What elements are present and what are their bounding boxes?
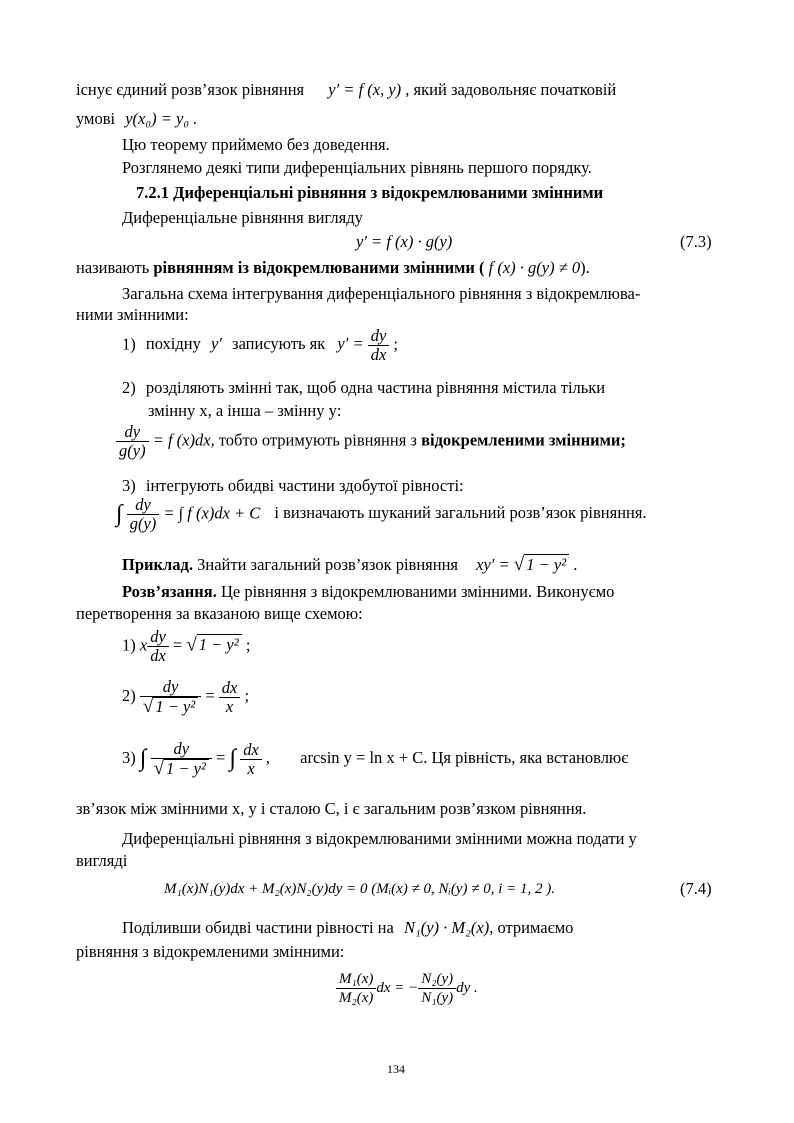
final-equation [336,970,478,1007]
paragraph-9-line-2: рівняння з відокремленими змінними: [76,942,345,961]
integral-sign: ∫ [229,745,237,772]
text: Це рівняння з відокремлюваними змінними. Виконуємо [220,582,615,601]
bold-term: рівнянням із відокремлюваними змінними ( [153,258,485,277]
text: , [265,747,271,767]
paragraph-5 [76,258,590,278]
list-number: 2) [122,685,136,705]
text: , тобто отримують рівняння з [210,430,417,450]
solution-step-1 [122,628,250,665]
radicand: 1 − y² [153,697,198,716]
text: називають [76,258,150,277]
text: похідну [145,334,201,354]
solution-step-2 [122,678,249,716]
formula: y′ = [337,334,364,354]
section-title: 7.2.1 Диференціальні рівняння з відокремлюваними змінними [136,183,604,202]
formula-initial-condition: y(x₀) = y₀ . [125,109,198,128]
denominator: dx [150,646,166,665]
paragraph-6-line-2: ними змінними: [76,305,189,324]
numerator: N₂(y) [418,970,456,989]
fraction-dy-gy [127,496,160,533]
solution-label: Розв’язання. [122,582,217,601]
text: ; [393,334,399,354]
fraction-m1-m2 [336,970,376,1007]
formula: = ∫ f (x)dx + C [163,503,261,523]
denominator [140,697,201,716]
list-number: 3) [122,747,136,767]
formula-ode: y′ = f (x, y) [328,80,402,99]
fraction-dy-gy [116,423,149,460]
denominator: g(y) [119,441,146,460]
text: і визначають шуканий загальний розв’язок рівняння. [274,503,647,523]
step-2-formula [116,423,626,460]
formula: xy′ = [476,555,510,574]
text: інтегрують обидві частини здобутої рівності: [145,476,464,495]
integral-sign: ∫ [139,745,147,772]
numerator: dx [219,679,241,698]
fraction-dy-sqrt [151,740,212,778]
radicand: 1 − y² [164,759,209,778]
example [122,554,577,576]
example-label: Приклад. [122,555,194,574]
equals: = [172,635,183,655]
formula: x [139,635,148,655]
list-number: 2) [122,378,136,397]
radical-sign: √ [186,634,197,656]
formula: y′ [210,334,222,354]
text: записують як [232,334,326,354]
paragraph-9-line-1 [122,918,573,938]
fraction-n2-n1 [418,970,456,1007]
page-number: 134 [387,1062,405,1076]
denominator: M₂(x) [339,990,374,1006]
radicand: 1 − y² [524,554,569,575]
text: ). [580,258,590,277]
text: Знайти загальний розв’язок рівняння [197,555,459,574]
step-3-line-1 [122,476,464,496]
numerator: dy [368,327,390,346]
formula: N₁(y) · M₂(x) [403,918,490,937]
solution-line-2: перетворення за вказаною вище схемою: [76,604,363,623]
fraction-dy-dx [368,327,390,364]
paragraph-6-line-1: Загальна схема інтегрування диференціального рівняння з відокремлюва- [122,284,641,303]
paragraph-7: зв’язок між змінними x, y і сталою C, і є загальним розв’язком рівняння. [76,799,587,818]
radical-sign: √ [153,758,165,779]
integral-sign: ∫ [116,501,123,527]
list-number: 1) [122,334,136,354]
equation-7-3: y′ = f (x) · g(y) [356,232,453,251]
step-1 [122,327,398,364]
text: ; [244,685,250,705]
numerator: dy [151,740,212,759]
solution-line-1 [122,582,718,602]
numerator: dy [147,628,169,647]
denominator: x [225,696,234,716]
paragraph-8-line-2: вигляді [76,851,128,870]
denominator: N₁(y) [421,990,454,1006]
step-2-line-1 [122,378,718,398]
denominator: x [247,758,255,778]
text: умові [76,109,116,128]
numerator: dy [140,678,201,697]
equals: = [205,685,215,705]
text: . Ця рівність, яка встановлює [423,747,629,767]
text: існує єдиний розв’язок рівняння [76,80,305,99]
list-number: 1) [122,635,136,655]
paragraph-8-line-1: Диференціальні рівняння з відокремлюваними змінними можна подати у [122,829,637,848]
formula-condition: f (x) · g(y) ≠ 0 [488,258,581,277]
equation-number-7-3: (7.3) [680,232,712,251]
equals: = [216,747,226,767]
step-3-formula [116,496,647,533]
fraction-dx-x [240,741,262,778]
step-2-line-2: змінну x, а інша – змінну y: [148,401,342,420]
paragraph-3: Розглянемо деякі типи диференціальних рівнянь першого порядку. [122,158,592,177]
text: , який задовольняє початковій [405,80,617,99]
radical-sign: √ [513,554,525,575]
bold-term: відокремленими змінними; [421,430,626,450]
denominator: dx [370,345,387,364]
text: . [573,555,578,574]
formula: dx = − [376,979,419,996]
text: розділяють змінні так, щоб одна частина рівняння містила тільки [145,378,606,397]
paragraph-1-line-1 [76,80,718,100]
paragraph-2: Цю теорему приймемо без доведення. [122,135,390,154]
radical-sign: √ [142,696,154,717]
solution-step-3 [122,740,718,778]
text: , отримаємо [489,918,574,937]
formula: = f (x)dx [152,430,211,450]
formula-result: arcsin y = ln x + C [300,747,424,767]
paragraph-4: Диференціальне рівняння вигляду [122,208,363,227]
fraction-dx-x [219,679,241,716]
equation-number-7-4: (7.4) [680,879,712,898]
paragraph-1-line-2 [76,109,197,129]
formula: dy . [456,979,478,996]
numerator: dy [127,496,160,515]
numerator: dx [240,741,262,760]
numerator: dy [116,423,149,442]
radicand: 1 − y² [197,634,242,655]
list-number: 3) [122,476,136,495]
text: ; [245,635,251,655]
text: Поділивши обидві частини рівності на [122,918,394,937]
denominator [151,759,212,778]
fraction-dy-sqrt [140,678,201,716]
fraction-dy-dx [147,628,169,665]
equation-7-4: M₁(x)N₁(y)dx + M₂(x)N₂(y)dy = 0 (Mᵢ(x) ≠ 0, Nᵢ(y) ≠ 0, i = 1, 2 ). [164,881,556,897]
numerator: M₁(x) [336,970,376,989]
denominator: g(y) [129,514,157,533]
